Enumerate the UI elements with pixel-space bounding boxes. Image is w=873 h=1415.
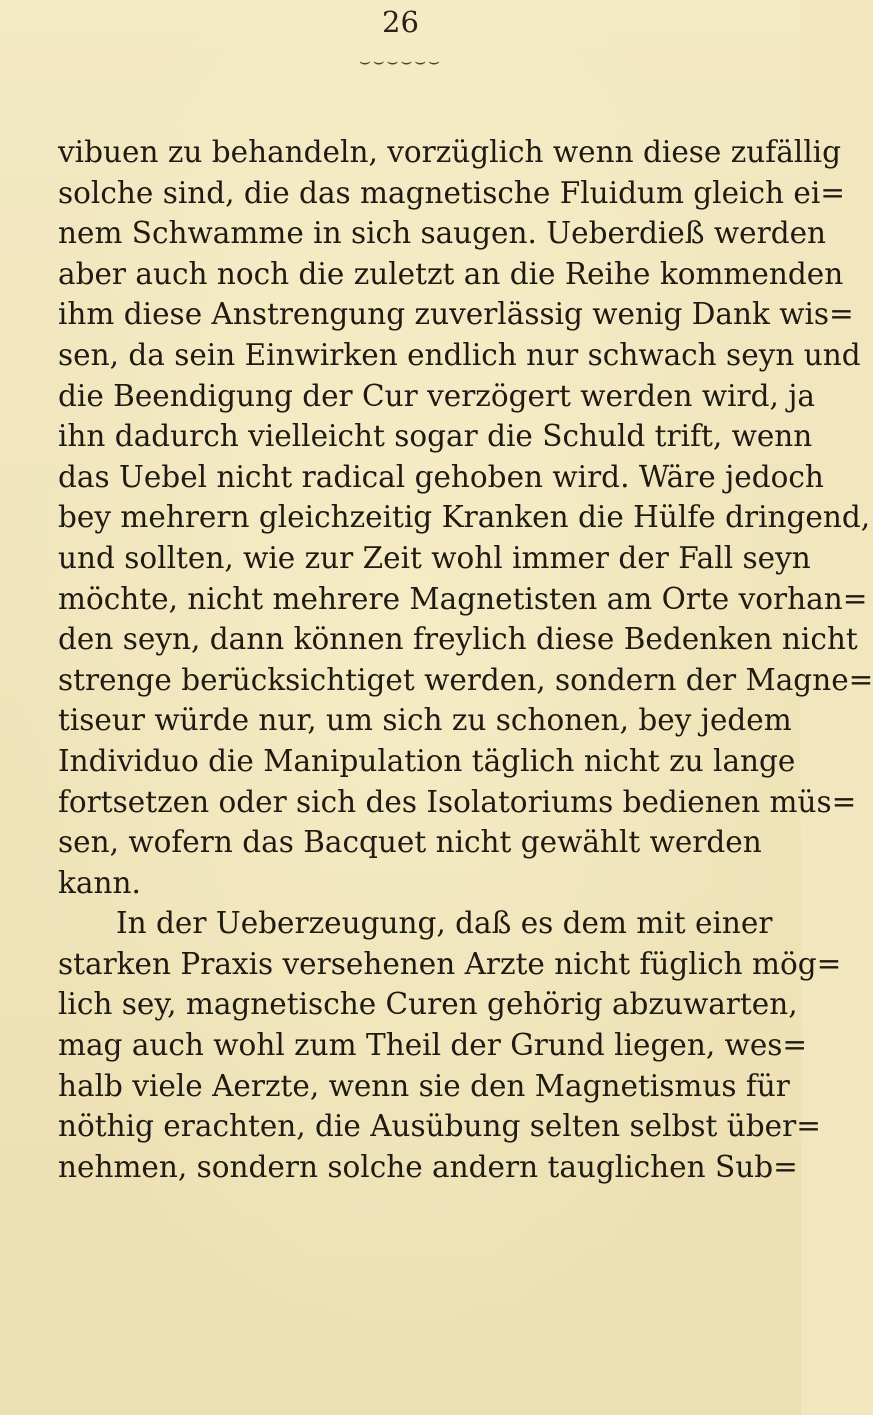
text-line: vibuen zu behandeln, vorzüglich wenn diese zufällig <box>58 135 841 169</box>
text-line: aber auch noch die zuletzt an die Reihe kommenden <box>58 256 844 291</box>
text-line: den seyn, dann können freylich diese Bedenken nicht <box>58 622 858 657</box>
text-line: bey mehrern gleichzeitig Kranken die Hülfe dringend, <box>58 500 871 535</box>
text-line: nöthig erachten, die Ausübung selten selbst über= <box>58 1109 821 1144</box>
text-line: strenge berücksichtiget werden, sondern der Magne= <box>58 662 873 697</box>
text-line: und sollten, wie zur Zeit wohl immer der Fall seyn <box>58 540 811 575</box>
text-line: Individuo die Manipulation täglich nicht zu lange <box>58 743 796 778</box>
text-line: ihn dadurch vielleicht sogar die Schuld trift, wenn <box>58 419 813 454</box>
text-line: starken Praxis versehenen Arzte nicht füglich mög= <box>58 946 842 981</box>
text-line: nem Schwamme in sich saugen. Ueberdieß werden <box>58 216 827 251</box>
page-number: 26 <box>382 5 419 39</box>
text-line: solche sind, die das magnetische Fluidum gleich ei= <box>58 175 846 210</box>
text-line: halb viele Aerzte, wenn sie den Magnetismus für <box>58 1068 790 1103</box>
body-text <box>58 132 873 1187</box>
text-line: sen, wofern das Bacquet nicht gewählt werden <box>58 825 762 860</box>
text-line: das Uebel nicht radical gehoben wird. Wäre jedoch <box>58 459 824 494</box>
text-line: mag auch wohl zum Theil der Grund liegen, wes= <box>58 1028 808 1063</box>
text-line: nehmen, sondern solche andern tauglichen Sub= <box>58 1149 798 1184</box>
text-line: kann. <box>58 865 141 900</box>
text-line: ihm diese Anstrengung zuverlässig wenig Dank wis= <box>58 297 854 332</box>
text-line: In der Ueberzeugung, daß es dem mit einer <box>116 906 773 941</box>
text-line: möchte, nicht mehrere Magnetisten am Orte vorhan= <box>58 581 868 616</box>
text-line: sen, da sein Einwirken endlich nur schwach seyn und <box>58 337 861 372</box>
text-line: tiseur würde nur, um sich zu schonen, bey jedem <box>58 703 792 738</box>
text-line: die Beendigung der Cur verzögert werden wird, ja <box>58 378 815 413</box>
text-line: fortsetzen oder sich des Isolatoriums bedienen müs= <box>58 784 857 819</box>
ornament-divider: ⌣⌣⌣⌣⌣⌣ <box>358 51 443 72</box>
text-line: lich sey, magnetische Curen gehörig abzuwarten, <box>58 987 798 1022</box>
